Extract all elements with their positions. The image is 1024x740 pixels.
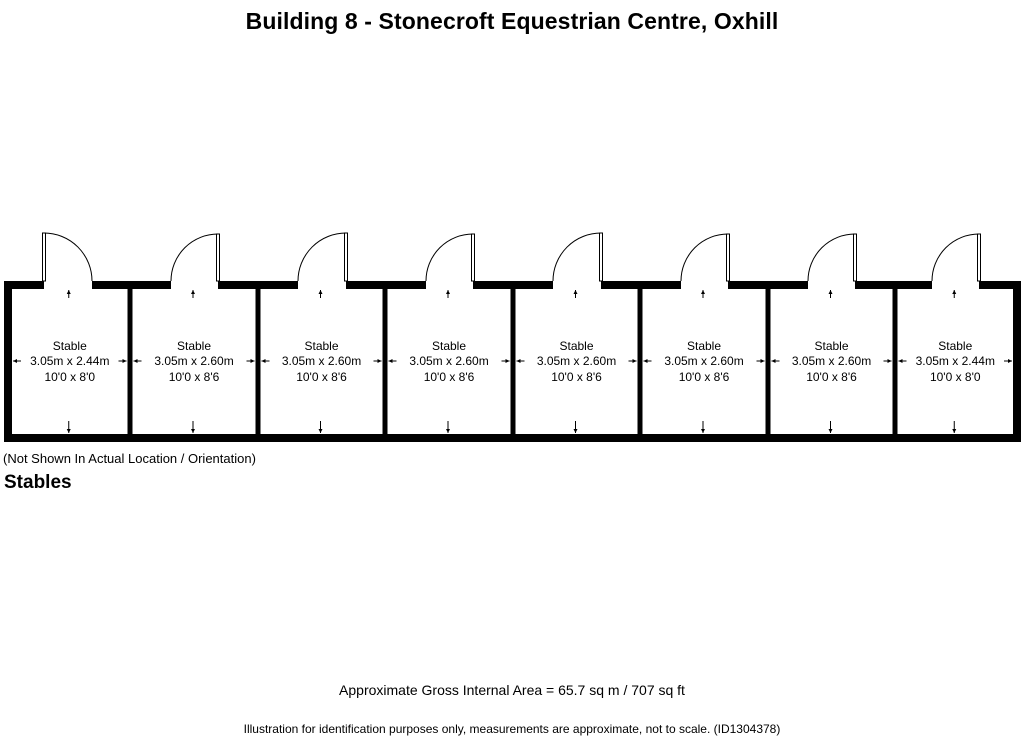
room-name: Stable xyxy=(559,339,594,353)
wall-left xyxy=(4,281,12,442)
room-size-metric: 3.05m x 2.60m xyxy=(154,354,234,368)
room-size-imperial: 10'0 x 8'0 xyxy=(44,370,96,384)
room-name: Stable xyxy=(814,339,849,353)
door-leaf xyxy=(727,234,730,281)
room-stable-6 xyxy=(644,290,765,433)
dimension-arrowhead-right xyxy=(251,359,255,363)
door-leaf xyxy=(978,234,981,281)
door-leaf xyxy=(345,233,348,281)
room-size-imperial: 10'0 x 8'0 xyxy=(929,370,981,384)
doors xyxy=(43,233,981,281)
room-name: Stable xyxy=(431,339,467,353)
dimension-arrowhead-left xyxy=(262,359,266,363)
dimension-arrowhead-top xyxy=(67,290,71,294)
room-name: Stable xyxy=(686,339,722,353)
door-leaf xyxy=(43,233,46,281)
door-leaf xyxy=(600,233,603,281)
partition-wall xyxy=(893,281,898,442)
room-size-imperial: 10'0 x 8'6 xyxy=(296,370,347,384)
dimension-arrowhead-left xyxy=(389,359,393,363)
door-swing-arc xyxy=(932,234,979,281)
dimension-arrowhead-top xyxy=(574,290,578,294)
door-swing-arc xyxy=(426,234,473,281)
room-size-metric: 3.05m x 2.60m xyxy=(791,354,872,368)
dimension-arrowhead-bottom xyxy=(952,429,956,433)
room-name: Stable xyxy=(304,339,339,353)
room-size-imperial: 10'0 x 8'6 xyxy=(806,370,857,384)
dimension-arrowhead-bottom xyxy=(191,429,195,433)
dimension-arrowhead-top xyxy=(446,290,450,294)
dimension-arrowhead-right xyxy=(633,359,637,363)
room-name: Stable xyxy=(52,339,87,353)
dimension-arrowhead-right xyxy=(123,359,127,363)
dimension-arrowhead-right xyxy=(378,359,382,363)
partition-wall xyxy=(638,281,643,442)
room-stable-4 xyxy=(389,290,510,433)
location-note: (Not Shown In Actual Location / Orientation) xyxy=(3,451,256,466)
dimension-arrowhead-top xyxy=(829,290,833,294)
room-size-imperial: 10'0 x 8'6 xyxy=(423,370,475,384)
dimension-arrowhead-bottom xyxy=(67,429,71,433)
room-size-metric: 3.05m x 2.60m xyxy=(664,354,744,368)
room-stable-5 xyxy=(517,290,637,433)
door-swing-arc xyxy=(44,233,92,281)
room-size-imperial: 10'0 x 8'6 xyxy=(168,370,220,384)
dimension-arrowhead-left xyxy=(517,359,521,363)
door-swing-arc xyxy=(553,233,601,281)
door-leaf xyxy=(472,234,475,281)
room-stable-2 xyxy=(134,290,255,433)
dimension-arrowhead-bottom xyxy=(574,429,578,433)
dimension-arrowhead-left xyxy=(134,359,138,363)
partition-wall xyxy=(511,281,516,442)
room-name: Stable xyxy=(938,339,973,353)
dimension-arrowhead-left xyxy=(899,359,903,363)
dimension-arrowhead-left xyxy=(644,359,648,363)
dimension-arrowhead-bottom xyxy=(319,429,323,433)
room-stable-8 xyxy=(899,290,1013,433)
room-size-imperial: 10'0 x 8'6 xyxy=(551,370,602,384)
dimension-arrowhead-bottom xyxy=(701,429,705,433)
wall-top-segment xyxy=(4,281,44,289)
wall-top-segment xyxy=(979,281,1021,289)
dimension-arrowhead-top xyxy=(319,290,323,294)
room-size-metric: 3.05m x 2.44m xyxy=(30,354,110,368)
door-swing-arc xyxy=(171,234,218,281)
dimension-arrowhead-top xyxy=(952,290,956,294)
room-stable-1 xyxy=(13,290,127,433)
partition-wall xyxy=(383,281,388,442)
dimension-arrowhead-right xyxy=(761,359,765,363)
dimension-arrowhead-left xyxy=(13,359,17,363)
room-size-imperial: 10'0 x 8'6 xyxy=(678,370,730,384)
dimension-arrowhead-right xyxy=(506,359,510,363)
partition-wall xyxy=(256,281,261,442)
door-leaf xyxy=(217,234,220,281)
partition-wall xyxy=(766,281,771,442)
room-stable-3 xyxy=(262,290,382,433)
door-swing-arc xyxy=(298,233,346,281)
room-size-metric: 3.05m x 2.60m xyxy=(409,354,489,368)
room-size-metric: 3.05m x 2.60m xyxy=(536,354,617,368)
door-swing-arc xyxy=(681,234,728,281)
plan-title: Building 8 - Stonecroft Equestrian Centre, Oxhill xyxy=(245,8,779,34)
dimension-arrowhead-bottom xyxy=(829,429,833,433)
gross-internal-area: Approximate Gross Internal Area = 65.7 sq m / 707 sq ft xyxy=(339,682,685,698)
section-label: Stables xyxy=(4,472,72,493)
room-size-metric: 3.05m x 2.44m xyxy=(915,354,995,368)
partition-wall xyxy=(128,281,133,442)
disclaimer: Illustration for identification purposes only, measurements are approximate, not to scale. (ID1304378) xyxy=(243,722,781,736)
room-size-metric: 3.05m x 2.60m xyxy=(281,354,362,368)
dimension-arrowhead-right xyxy=(888,359,892,363)
dimension-arrowhead-left xyxy=(772,359,776,363)
dimension-arrowhead-top xyxy=(701,290,705,294)
wall-right xyxy=(1013,281,1021,442)
dimension-arrowhead-bottom xyxy=(446,429,450,433)
dimension-arrowhead-right xyxy=(1008,359,1012,363)
dimension-arrowhead-top xyxy=(191,290,195,294)
door-swing-arc xyxy=(808,234,855,281)
room-name: Stable xyxy=(176,339,212,353)
door-leaf xyxy=(854,234,857,281)
room-stable-7 xyxy=(772,290,892,433)
